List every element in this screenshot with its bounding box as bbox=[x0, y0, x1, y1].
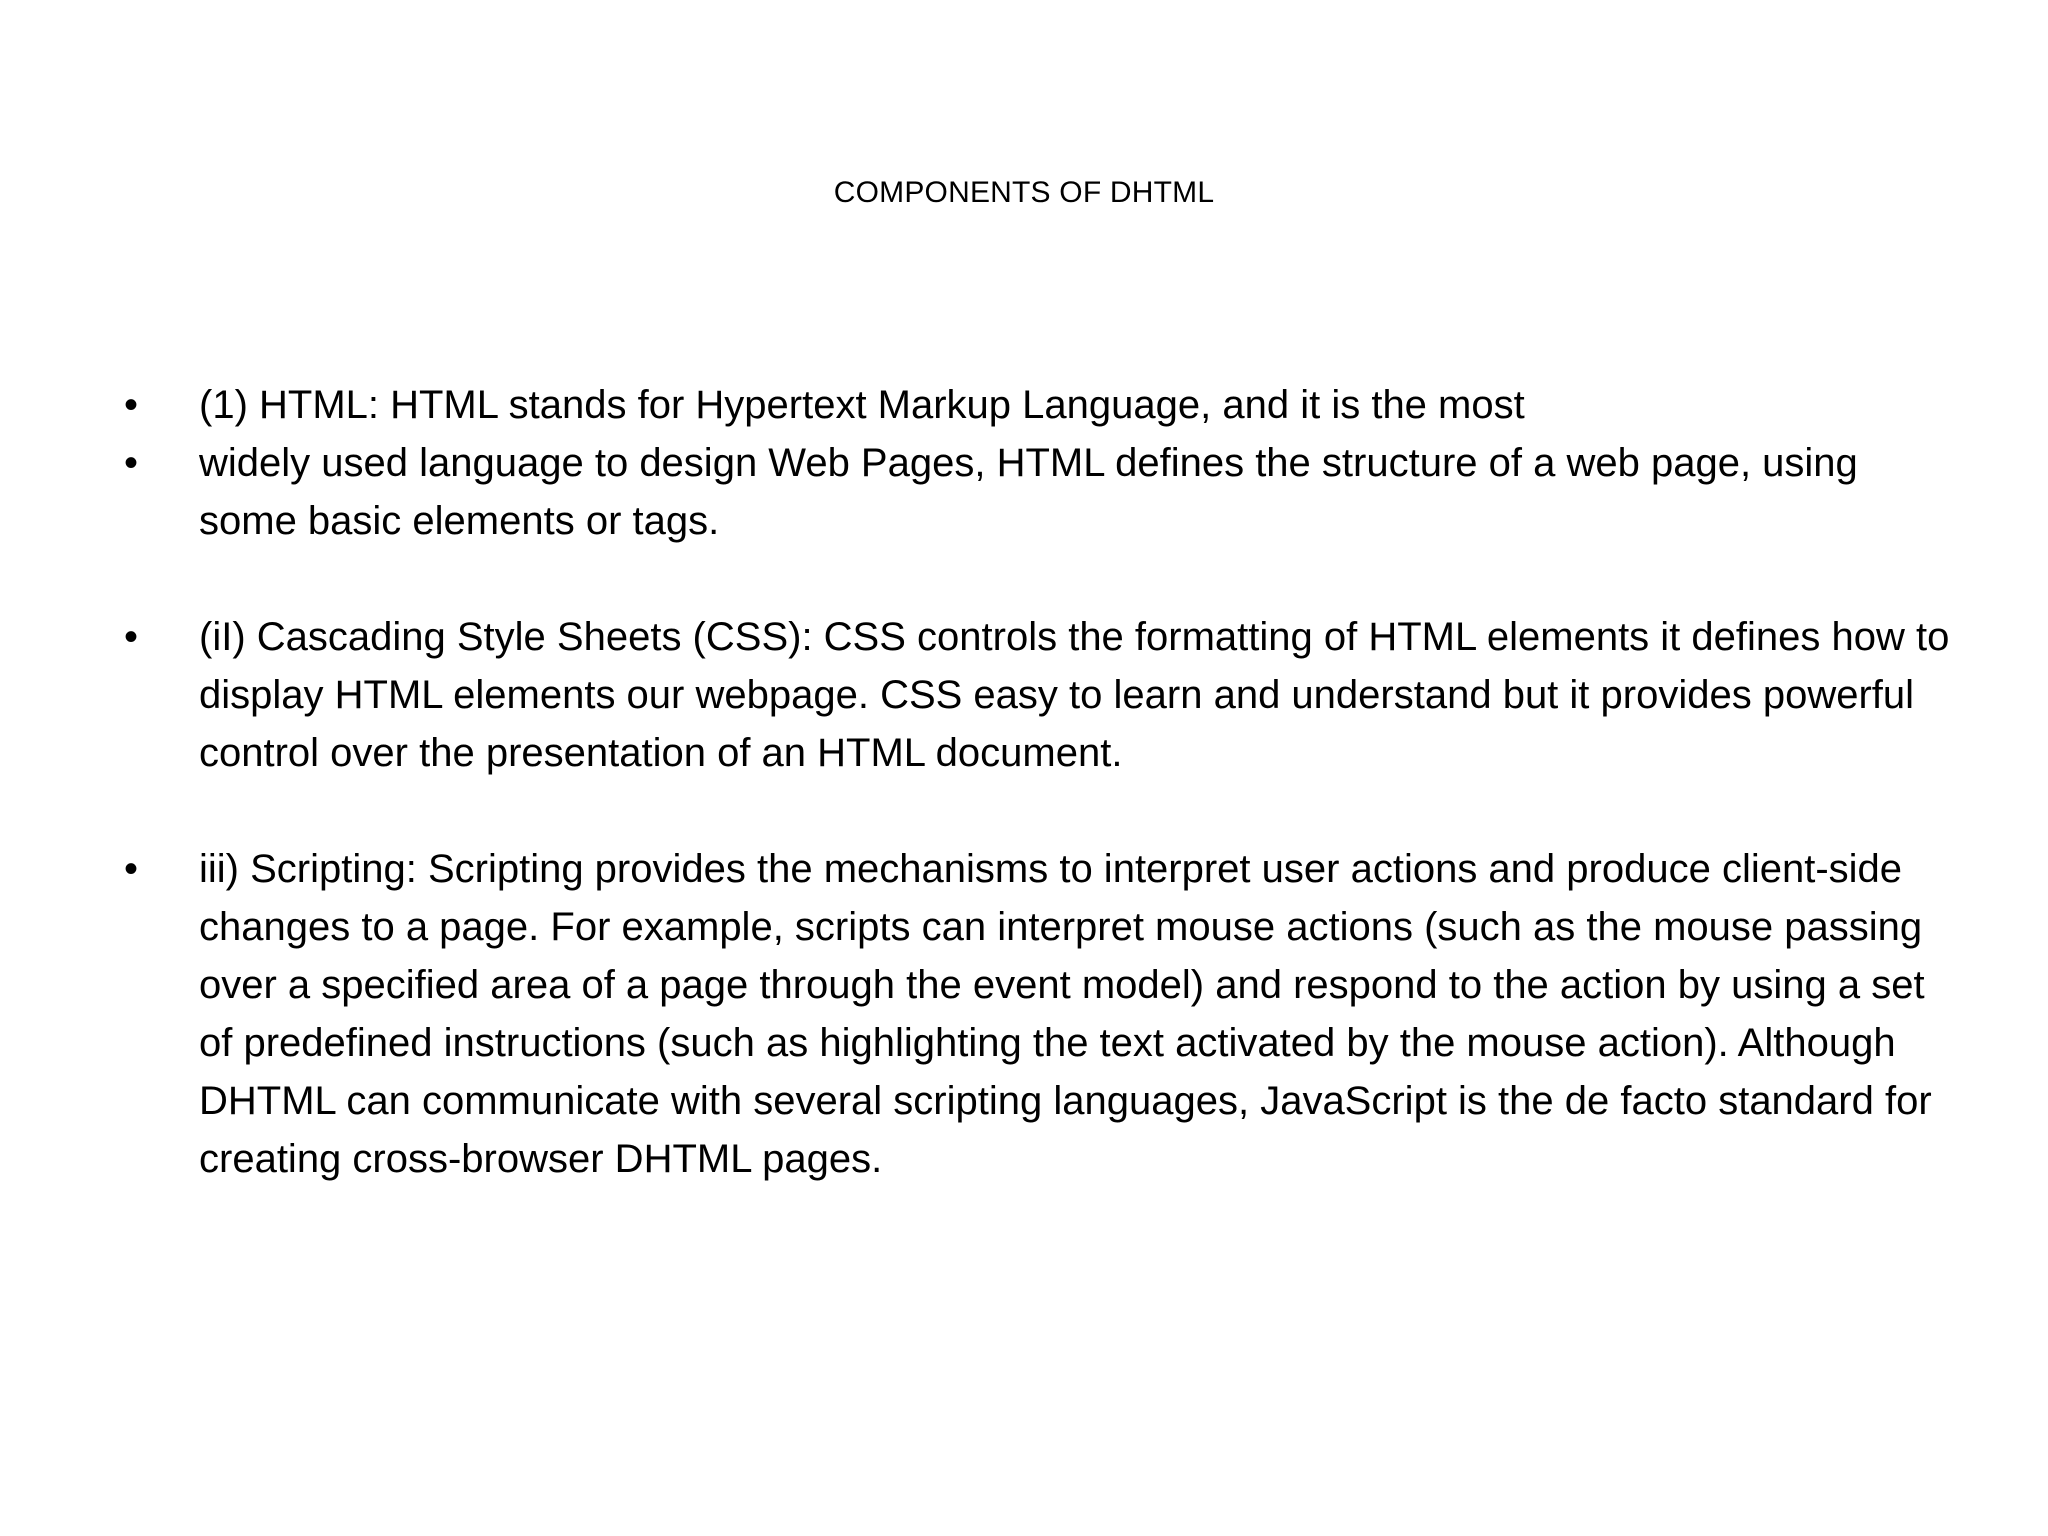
bullet-item-css bbox=[120, 608, 1950, 782]
bullet-item-html-2 bbox=[120, 434, 1950, 550]
bullet-dot-icon: • bbox=[124, 615, 139, 659]
bullet-text: iii) Scripting: Scripting provides the mechanisms to interpret user actions and produce client-side changes to a page. For example, scripts can interpret mouse actions (such as the mouse passing over a specified area of a page through the event model) and respond to the action by using a set of predefined instructions (such as highlighting the text activated by the mouse action). Although DHTML can communicate with several scripting languages, JavaScript is the de facto standard for creating cross-browser DHTML pages. bbox=[199, 847, 1932, 1181]
bullet-text: (iI) Cascading Style Sheets (CSS): CSS controls the formatting of HTML elements it defines how to display HTML elements our webpage. CSS easy to learn and understand but it provides powerful control over the presentation of an HTML document. bbox=[199, 615, 1950, 775]
bullet-dot-icon: • bbox=[124, 441, 139, 485]
bullet-dot-icon: • bbox=[124, 847, 139, 891]
slide-title: COMPONENTS OF DHTML bbox=[833, 176, 1215, 209]
bullet-item-scripting bbox=[120, 840, 1950, 1188]
bullet-list bbox=[120, 376, 1950, 1188]
bullet-item-html-1 bbox=[120, 376, 1950, 434]
bullet-text: (1) HTML: HTML stands for Hypertext Markup Language, and it is the most bbox=[199, 383, 1525, 427]
bullet-text: widely used language to design Web Pages, HTML defines the structure of a web page, using some basic elements or tags. bbox=[199, 441, 1858, 543]
bullet-dot-icon: • bbox=[124, 383, 139, 427]
